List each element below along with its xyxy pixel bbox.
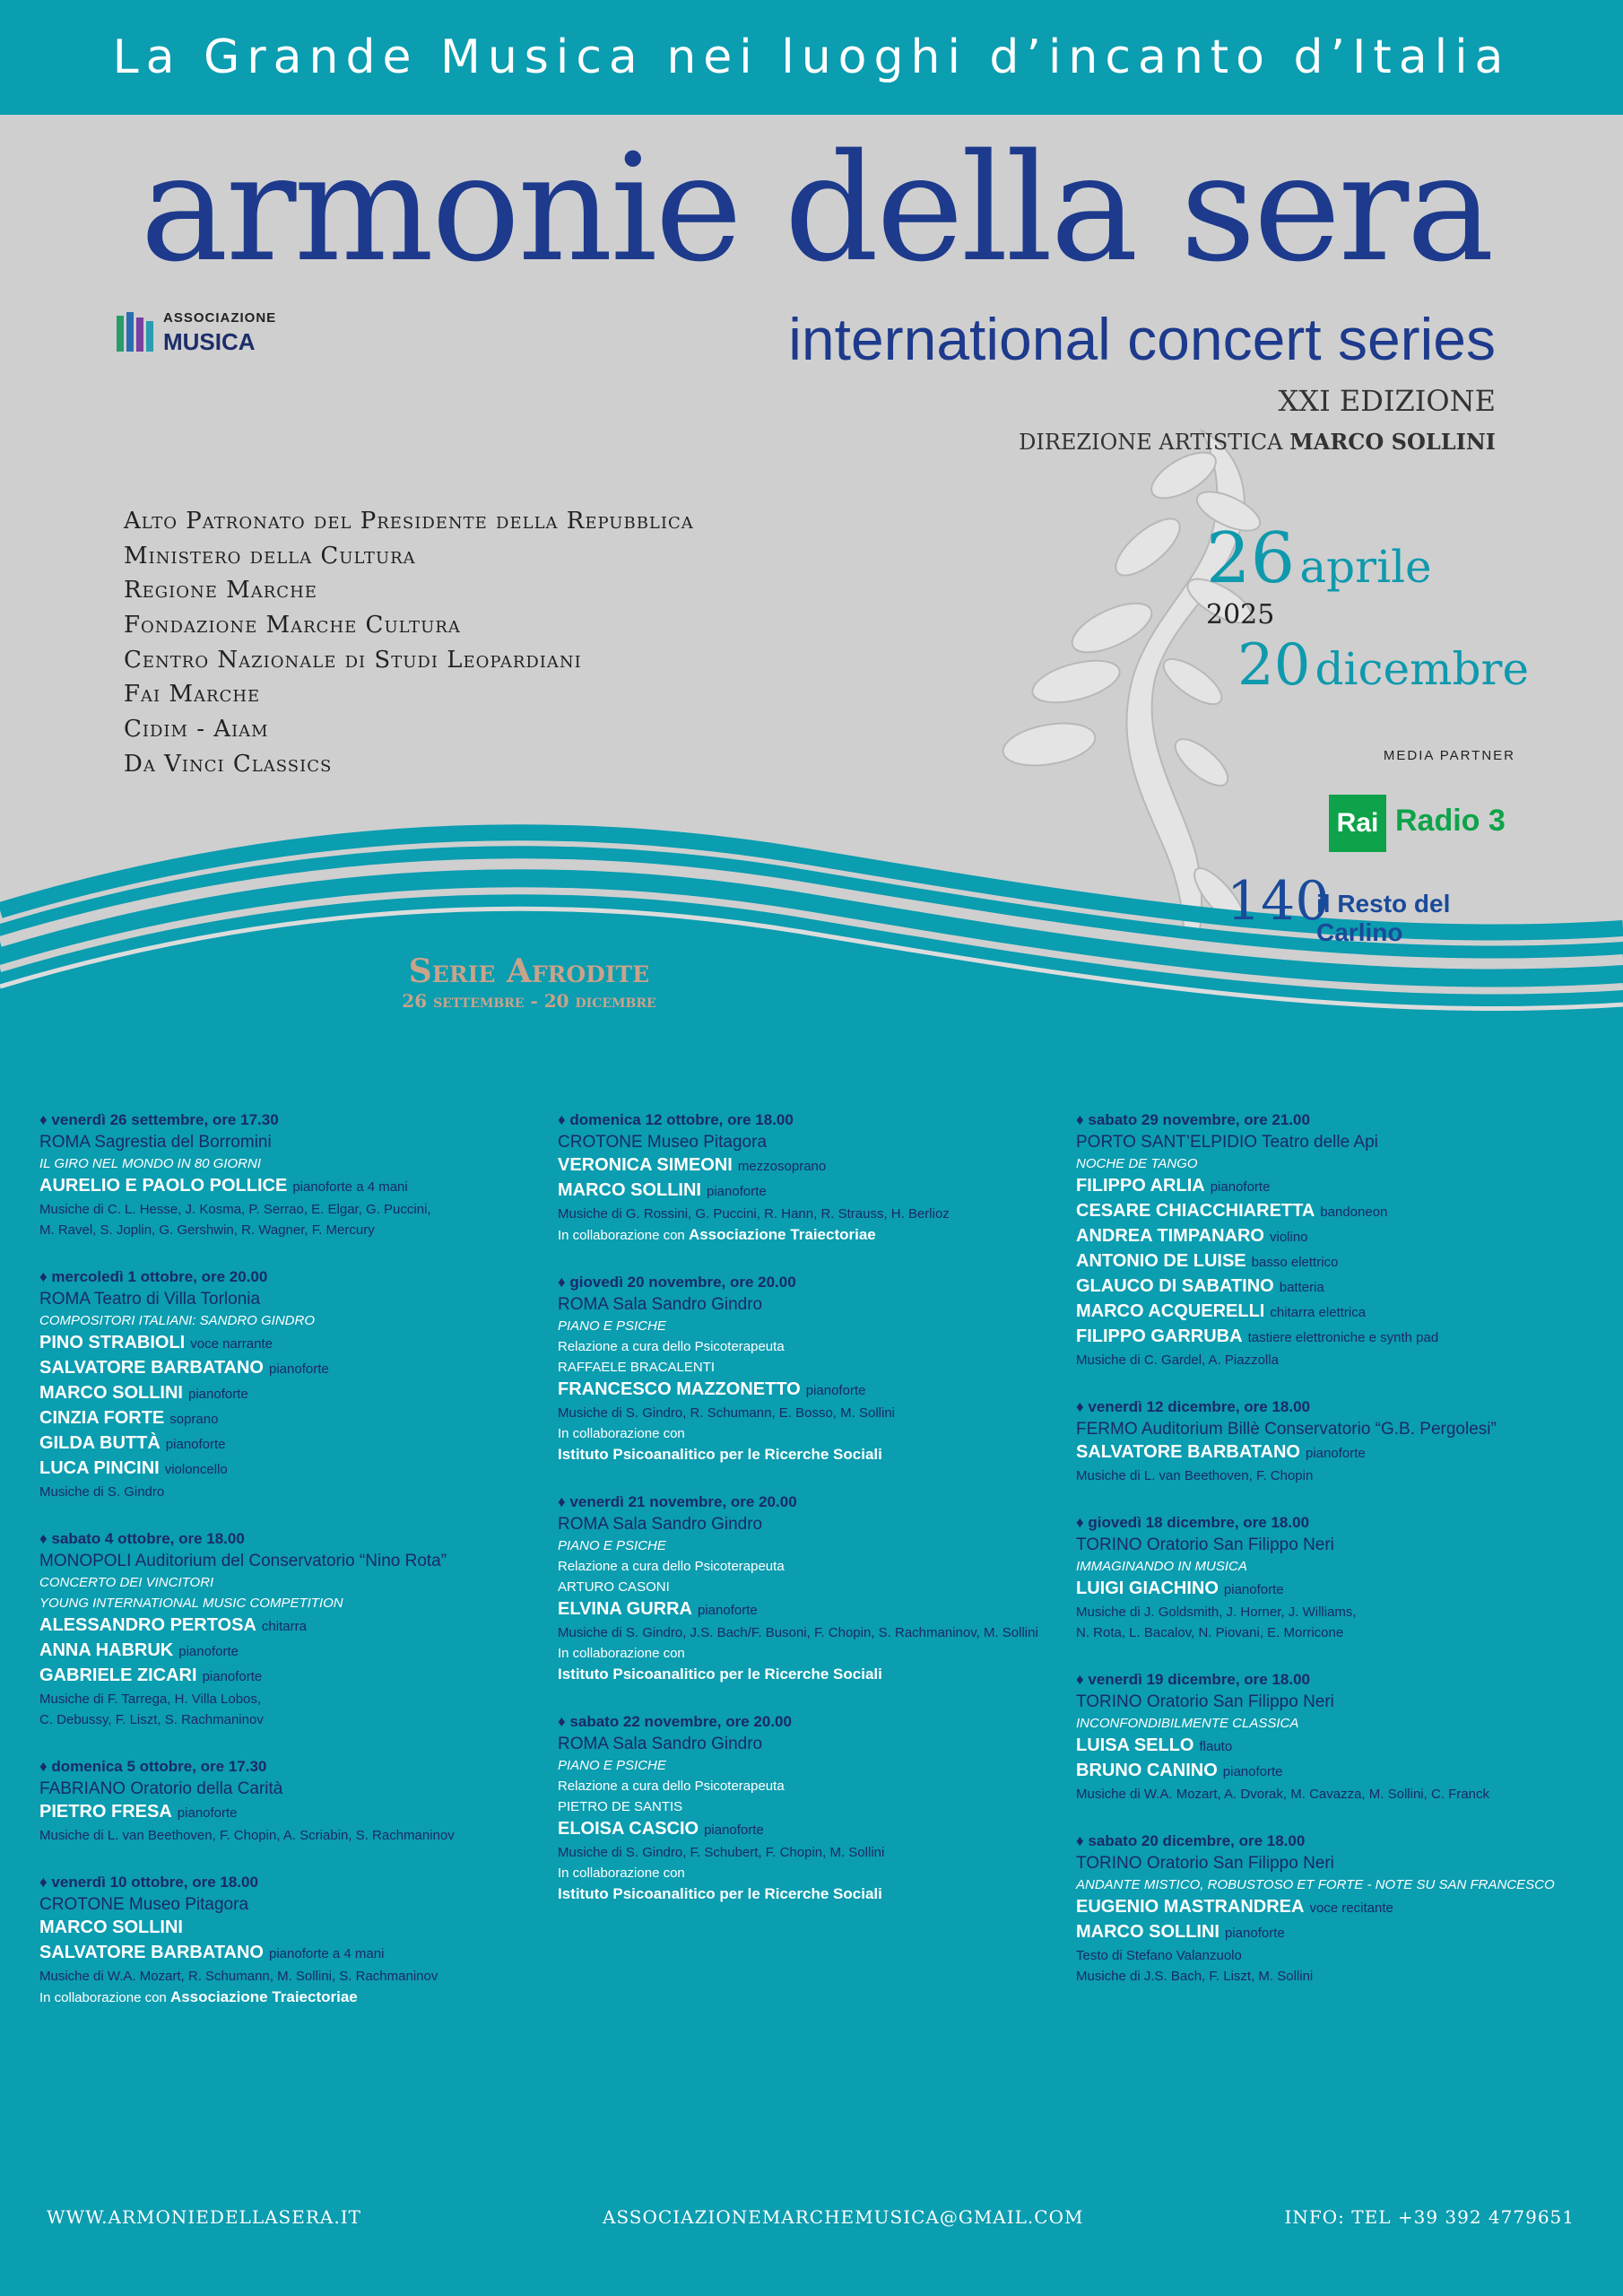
event-item (39, 1109, 551, 1240)
event-date-text: domenica 12 ottobre, ore 18.00 (569, 1111, 794, 1128)
website-link[interactable]: WWW.ARMONIEDELLASERA.IT (47, 2206, 361, 2228)
event-collaboration (558, 1224, 1069, 1246)
performer-role: chitarra (261, 1619, 307, 1634)
event-theme: YOUNG INTERNATIONAL MUSIC COMPETITION (39, 1596, 343, 1611)
serie-heading (395, 952, 664, 1012)
performer-role: pianoforte (269, 1361, 329, 1377)
performer-role: bandoneon (1320, 1205, 1388, 1220)
event-date-text: sabato 29 novembre, ore 21.00 (1088, 1111, 1310, 1128)
event-item (39, 1755, 551, 1846)
performer (39, 1406, 551, 1431)
event-program: C. Debussy, F. Liszt, S. Rachmaninov (39, 1712, 264, 1727)
collab-prefix: In collaborazione con (558, 1426, 685, 1441)
performer-role: batteria (1279, 1280, 1324, 1295)
event-venue: CROTONE Museo Pitagora (558, 1133, 768, 1152)
event-venue: FERMO Auditorium Billè Conservatorio “G.B. Pergolesi” (1076, 1420, 1497, 1439)
collab-partner: Associazione Traiectoriae (688, 1226, 876, 1243)
event-venue: TORINO Oratorio San Filippo Neri (1076, 1692, 1334, 1711)
end-month: dicembre (1315, 643, 1530, 695)
performer-role: voce recitante (1309, 1900, 1393, 1916)
performer (558, 1817, 1069, 1842)
performer (39, 1941, 551, 1966)
main-title: armonie della sera (140, 122, 1492, 294)
performer-name: AURELIO E PAOLO POLLICE (39, 1176, 288, 1196)
footer (0, 2206, 1623, 2233)
event-venue: FABRIANO Oratorio della Carità (39, 1779, 283, 1798)
event-date (1076, 1668, 1587, 1691)
performer-role: violino (1270, 1230, 1308, 1245)
event-theme: PIANO E PSICHE (558, 1318, 666, 1334)
event-date (39, 1755, 551, 1778)
music-logo-icon (117, 310, 161, 355)
performer-name: FILIPPO ARLIA (1076, 1176, 1205, 1196)
patron-item: Cidim - Aiam (124, 716, 269, 744)
event-program: Musiche di C. Gardel, A. Piazzolla (1076, 1352, 1279, 1368)
event-venue: ROMA Sala Sandro Gindro (558, 1735, 763, 1753)
event-program: Musiche di J.S. Bach, F. Liszt, M. Sollini (1076, 1969, 1314, 1984)
diamond-icon: ♦ (1076, 1398, 1089, 1415)
event-item (39, 1265, 551, 1502)
performer (558, 1178, 1069, 1204)
media-partner-label: MEDIA PARTNER (1383, 748, 1515, 763)
performer-role: pianoforte (1222, 1764, 1283, 1779)
event-item (39, 1527, 551, 1730)
event-date-text: giovedì 18 dicembre, ore 18.00 (1088, 1514, 1310, 1531)
performer (1076, 1325, 1587, 1350)
performer (1076, 1577, 1587, 1602)
performer-role: pianoforte (698, 1603, 758, 1618)
performer-name: LUISA SELLO (1076, 1735, 1194, 1755)
event-program: Musiche di L. van Beethoven, F. Chopin, A. Scriabin, S. Rachmaninov (39, 1828, 455, 1843)
performer-role: flauto (1199, 1739, 1233, 1754)
performer (39, 1381, 551, 1406)
diamond-icon: ♦ (558, 1493, 570, 1510)
collab-partner: Istituto Psicoanalitico per le Ricerche Sociali (558, 1665, 882, 1683)
performer-name: ANDREA TIMPANARO (1076, 1226, 1264, 1246)
end-date (1237, 632, 1529, 699)
performer-name: GILDA BUTTÀ (39, 1433, 161, 1453)
event-item (558, 1710, 1069, 1905)
event-date-text: venerdì 10 ottobre, ore 18.00 (51, 1874, 258, 1891)
patron-item: Fai Marche (124, 681, 261, 709)
performer (39, 1356, 551, 1381)
event-note: ARTURO CASONI (558, 1579, 670, 1595)
performer-role: pianoforte (805, 1383, 866, 1398)
collab-partner: Istituto Psicoanalitico per le Ricerche Sociali (558, 1885, 882, 1902)
performer-name: GABRIELE ZICARI (39, 1665, 197, 1685)
diamond-icon: ♦ (1076, 1671, 1089, 1688)
collab-partner: Associazione Traiectoriae (169, 1988, 358, 2005)
performer-name: ANNA HABRUK (39, 1640, 174, 1660)
event-item (558, 1271, 1069, 1465)
performer (39, 1457, 551, 1482)
performer-name: LUIGI GIACHINO (1076, 1578, 1219, 1598)
events-column-2 (558, 1109, 1069, 1930)
collab-partner: Istituto Psicoanalitico per le Ricerche Sociali (558, 1446, 882, 1463)
performer-name: ALESSANDRO PERTOSA (39, 1615, 256, 1635)
performer-name: EUGENIO MASTRANDREA (1076, 1897, 1305, 1917)
patron-item: Centro Nazionale di Studi Leopardiani (124, 646, 582, 674)
edition: XXI EDIZIONE (1278, 384, 1496, 418)
end-day: 20 (1237, 632, 1311, 699)
patrons-list (124, 504, 694, 782)
event-date (1076, 1396, 1587, 1418)
performer (39, 1613, 551, 1639)
event-theme: CONCERTO DEI VINCITORI (39, 1575, 214, 1590)
performer-name: SALVATORE BARBATANO (39, 1358, 264, 1378)
event-date (39, 1527, 551, 1550)
performer-name: LUCA PINCINI (39, 1458, 160, 1478)
patron-item: Da Vinci Classics (124, 750, 333, 778)
performer-name: PINO STRABIOLI (39, 1333, 186, 1352)
event-program: Musiche di C. L. Hesse, J. Kosma, P. Serrao, E. Elgar, G. Puccini, (39, 1202, 431, 1217)
event-item (1076, 1668, 1587, 1805)
event-program: Musiche di G. Rossini, G. Puccini, R. Hann, R. Strauss, H. Berlioz (558, 1206, 950, 1222)
carlino-number: 140 (1227, 870, 1330, 933)
patron-item: Regione Marche (124, 577, 317, 604)
event-program: Musiche di W.A. Mozart, R. Schumann, M. Sollini, S. Rachmaninov (39, 1969, 438, 1984)
collab-prefix: In collaborazione con (558, 1228, 685, 1243)
event-item (1076, 1109, 1587, 1370)
director-name: MARCO SOLLINI (1289, 429, 1496, 455)
diamond-icon: ♦ (558, 1713, 570, 1730)
event-date-text: venerdì 19 dicembre, ore 18.00 (1088, 1671, 1310, 1688)
event-venue: TORINO Oratorio San Filippo Neri (1076, 1854, 1334, 1873)
event-item (1076, 1511, 1587, 1643)
event-item (39, 1871, 551, 2008)
performer (1076, 1174, 1587, 1199)
performer (39, 1916, 551, 1941)
event-date-text: sabato 4 ottobre, ore 18.00 (51, 1530, 245, 1547)
performer-name: MARCO SOLLINI (39, 1383, 183, 1403)
tagline: La Grande Musica nei luoghi d’incanto d’Italia (112, 30, 1511, 84)
performer-role: violoncello (164, 1462, 228, 1477)
performer-name: MARCO ACQUERELLI (1076, 1301, 1265, 1321)
event-program: Musiche di W.A. Mozart, A. Dvorak, M. Cavazza, M. Sollini, C. Franck (1076, 1787, 1489, 1802)
event-collaboration (558, 1423, 1069, 1465)
event-venue: CROTONE Museo Pitagora (39, 1895, 249, 1914)
event-program: M. Ravel, S. Joplin, G. Gershwin, R. Wagner, F. Mercury (39, 1222, 375, 1238)
diamond-icon: ♦ (1076, 1514, 1089, 1531)
performer-role: pianoforte (188, 1387, 248, 1402)
performer-name: ELOISA CASCIO (558, 1819, 699, 1839)
performer-role: pianoforte (1223, 1582, 1284, 1597)
event-collaboration (558, 1863, 1069, 1905)
performer-name: GLAUCO DI SABATINO (1076, 1276, 1274, 1296)
event-theme: COMPOSITORI ITALIANI: SANDRO GINDRO (39, 1313, 315, 1328)
event-venue: ROMA Sala Sandro Gindro (558, 1515, 763, 1534)
performer (558, 1153, 1069, 1178)
event-theme: IMMAGINANDO IN MUSICA (1076, 1559, 1247, 1574)
event-date (1076, 1511, 1587, 1534)
carlino-text: il Resto del Carlino (1316, 890, 1451, 946)
event-venue: ROMA Sala Sandro Gindro (558, 1295, 763, 1314)
performer (39, 1639, 551, 1664)
event-program: Musiche di S. Gindro, J.S. Bach/F. Busoni, F. Chopin, S. Rachmaninov, M. Sollini (558, 1625, 1038, 1640)
performer (39, 1331, 551, 1356)
event-note: Relazione a cura dello Psicoterapeuta (558, 1559, 785, 1574)
performer (1076, 1274, 1587, 1300)
performer (1076, 1920, 1587, 1945)
event-note: RAFFAELE BRACALENTI (558, 1360, 716, 1375)
logo-line1: ASSOCIAZIONE (163, 310, 277, 326)
phone-info: INFO: TEL +39 392 4779651 (1284, 2206, 1575, 2228)
event-program: Musiche di S. Gindro, R. Schumann, E. Bosso, M. Sollini (558, 1405, 895, 1421)
event-date (558, 1491, 1069, 1513)
performer-name: CESARE CHIACCHIARETTA (1076, 1201, 1315, 1221)
performer-name: MARCO SOLLINI (39, 1918, 183, 1937)
performer-role: pianoforte a 4 mani (292, 1179, 408, 1195)
diamond-icon: ♦ (39, 1111, 52, 1128)
event-theme: IL GIRO NEL MONDO IN 80 GIORNI (39, 1156, 262, 1171)
performer-role: pianoforte (1306, 1446, 1366, 1461)
event-venue: TORINO Oratorio San Filippo Neri (1076, 1535, 1334, 1554)
event-venue: ROMA Teatro di Villa Torlonia (39, 1290, 261, 1309)
email-link[interactable]: ASSOCIAZIONEMARCHEMUSICA@GMAIL.COM (603, 2206, 1084, 2228)
event-date-text: venerdì 12 dicembre, ore 18.00 (1088, 1398, 1310, 1415)
serie-dates: 26 settembre - 20 dicembre (402, 990, 656, 1012)
event-date (1076, 1109, 1587, 1131)
event-date-text: domenica 5 ottobre, ore 17.30 (51, 1758, 267, 1775)
event-theme: PIANO E PSICHE (558, 1538, 666, 1553)
performer (1076, 1759, 1587, 1784)
patron-item: Ministero della Cultura (124, 542, 416, 570)
performer-role: tastiere elettroniche e synth pad (1247, 1330, 1439, 1345)
event-note: Relazione a cura dello Psicoterapeuta (558, 1779, 785, 1794)
event-date (39, 1109, 551, 1131)
performer-name: BRUNO CANINO (1076, 1761, 1218, 1780)
start-date (1206, 518, 1432, 599)
event-theme: NOCHE DE TANGO (1076, 1156, 1198, 1171)
performer-role: pianoforte (202, 1669, 263, 1684)
serie-title: Serie Afrodite (408, 952, 650, 990)
event-date-text: venerdì 26 settembre, ore 17.30 (51, 1111, 279, 1128)
performer-name: FRANCESCO MAZZONETTO (558, 1379, 801, 1399)
events-column-3 (1076, 1109, 1587, 2012)
event-date-text: sabato 22 novembre, ore 20.00 (569, 1713, 792, 1730)
event-note: Relazione a cura dello Psicoterapeuta (558, 1339, 785, 1354)
performer (1076, 1734, 1587, 1759)
patron-item: Fondazione Marche Cultura (124, 612, 461, 639)
performer (1076, 1895, 1587, 1920)
performer (558, 1597, 1069, 1622)
event-date (558, 1710, 1069, 1733)
performer-name: MARCO SOLLINI (558, 1180, 701, 1200)
performer (1076, 1300, 1587, 1325)
performer-name: PIETRO FRESA (39, 1802, 172, 1822)
diamond-icon: ♦ (39, 1530, 52, 1547)
event-date (1076, 1830, 1587, 1852)
event-collaboration (39, 1987, 551, 2008)
direction-label: DIREZIONE ARTISTICA (1019, 430, 1283, 455)
performer-role: pianoforte (1210, 1179, 1271, 1195)
performer-role: soprano (169, 1412, 219, 1427)
event-item (1076, 1396, 1587, 1486)
event-program: Musiche di F. Tarrega, H. Villa Lobos, (39, 1692, 262, 1707)
performer-role: mezzosoprano (737, 1159, 827, 1174)
performer-name: FILIPPO GARRUBA (1076, 1326, 1243, 1346)
tagline-bar (0, 0, 1623, 115)
event-date-text: venerdì 21 novembre, ore 20.00 (569, 1493, 797, 1510)
collab-prefix: In collaborazione con (558, 1866, 685, 1881)
event-note: PIETRO DE SANTIS (558, 1799, 683, 1814)
performer-role: pianoforte a 4 mani (269, 1946, 385, 1961)
performer-name: ANTONIO DE LUISE (1076, 1251, 1246, 1271)
start-month: aprile (1299, 541, 1432, 593)
event-venue: PORTO SANT’ELPIDIO Teatro delle Api (1076, 1133, 1378, 1152)
event-program: N. Rota, L. Bacalov, N. Piovani, E. Morricone (1076, 1625, 1344, 1640)
start-day: 26 (1206, 518, 1296, 599)
diamond-icon: ♦ (558, 1111, 570, 1128)
event-program: Musiche di J. Goldsmith, J. Horner, J. Williams, (1076, 1605, 1357, 1620)
collab-prefix: In collaborazione con (558, 1646, 685, 1661)
performer (1076, 1249, 1587, 1274)
performer-name: ELVINA GURRA (558, 1599, 692, 1619)
performer-role: chitarra elettrica (1270, 1305, 1367, 1320)
performer (39, 1174, 551, 1199)
diamond-icon: ♦ (1076, 1111, 1089, 1128)
collab-prefix: In collaborazione con (39, 1990, 167, 2005)
performer (39, 1800, 551, 1825)
performer-role: pianoforte (707, 1184, 767, 1199)
performer (1076, 1224, 1587, 1249)
performer-role: pianoforte (165, 1437, 226, 1452)
diamond-icon: ♦ (558, 1274, 570, 1291)
event-date-text: mercoledì 1 ottobre, ore 20.00 (51, 1268, 268, 1285)
event-date (558, 1109, 1069, 1131)
artistic-direction (1019, 429, 1496, 455)
performer-name: MARCO SOLLINI (1076, 1922, 1219, 1942)
rai-radio3-logo (1329, 795, 1517, 852)
event-date (558, 1271, 1069, 1293)
rai-text: Radio 3 (1395, 804, 1506, 838)
performer-name: VERONICA SIMEONI (558, 1155, 733, 1175)
event-venue: MONOPOLI Auditorium del Conservatorio “Nino Rota” (39, 1552, 447, 1570)
diamond-icon: ♦ (39, 1268, 52, 1285)
performer-role: pianoforte (1225, 1926, 1285, 1941)
rai-box: Rai (1329, 795, 1386, 852)
performer-role: pianoforte (704, 1822, 764, 1838)
event-collaboration (558, 1643, 1069, 1685)
event-item (1076, 1830, 1587, 1987)
event-program: Musiche di S. Gindro, F. Schubert, F. Chopin, M. Sollini (558, 1845, 885, 1860)
event-date (39, 1265, 551, 1288)
event-program: Musiche di S. Gindro (39, 1484, 165, 1500)
performer-name: CINZIA FORTE (39, 1408, 165, 1428)
performer (39, 1664, 551, 1689)
performer (1076, 1199, 1587, 1224)
association-logo (117, 307, 296, 361)
performer (558, 1378, 1069, 1403)
subtitle: international concert series (788, 306, 1496, 372)
performer (1076, 1440, 1587, 1465)
event-theme: INCONFONDIBILMENTE CLASSICA (1076, 1716, 1299, 1731)
event-item (558, 1109, 1069, 1246)
event-date (39, 1871, 551, 1893)
performer (39, 1431, 551, 1457)
event-theme: ANDANTE MISTICO, ROBUSTOSO ET FORTE - NOTE SU SAN FRANCESCO (1076, 1877, 1555, 1892)
performer-name: SALVATORE BARBATANO (39, 1943, 264, 1962)
event-date-text: giovedì 20 novembre, ore 20.00 (569, 1274, 796, 1291)
resto-del-carlino-logo (1227, 870, 1532, 946)
performer-role: pianoforte (178, 1644, 239, 1659)
event-program: Testo di Stefano Valanzuolo (1076, 1948, 1242, 1963)
performer-name: SALVATORE BARBATANO (1076, 1442, 1300, 1462)
diamond-icon: ♦ (39, 1758, 52, 1775)
performer-role: voce narrante (190, 1336, 273, 1352)
diamond-icon: ♦ (39, 1874, 52, 1891)
performer-role: pianoforte (177, 1805, 238, 1821)
diamond-icon: ♦ (1076, 1832, 1089, 1849)
event-date-text: sabato 20 dicembre, ore 18.00 (1088, 1832, 1306, 1849)
performer-role: basso elettrico (1251, 1255, 1339, 1270)
event-theme: PIANO E PSICHE (558, 1758, 666, 1773)
logo-line2: MUSICA (163, 328, 256, 355)
event-program: Musiche di L. van Beethoven, F. Chopin (1076, 1468, 1314, 1483)
patron-item: Alto Patronato del Presidente della Repubblica (124, 508, 694, 535)
event-item (558, 1491, 1069, 1685)
events-column-1 (39, 1109, 551, 2033)
year: 2025 (1206, 599, 1275, 631)
event-venue: ROMA Sagrestia del Borromini (39, 1133, 272, 1152)
